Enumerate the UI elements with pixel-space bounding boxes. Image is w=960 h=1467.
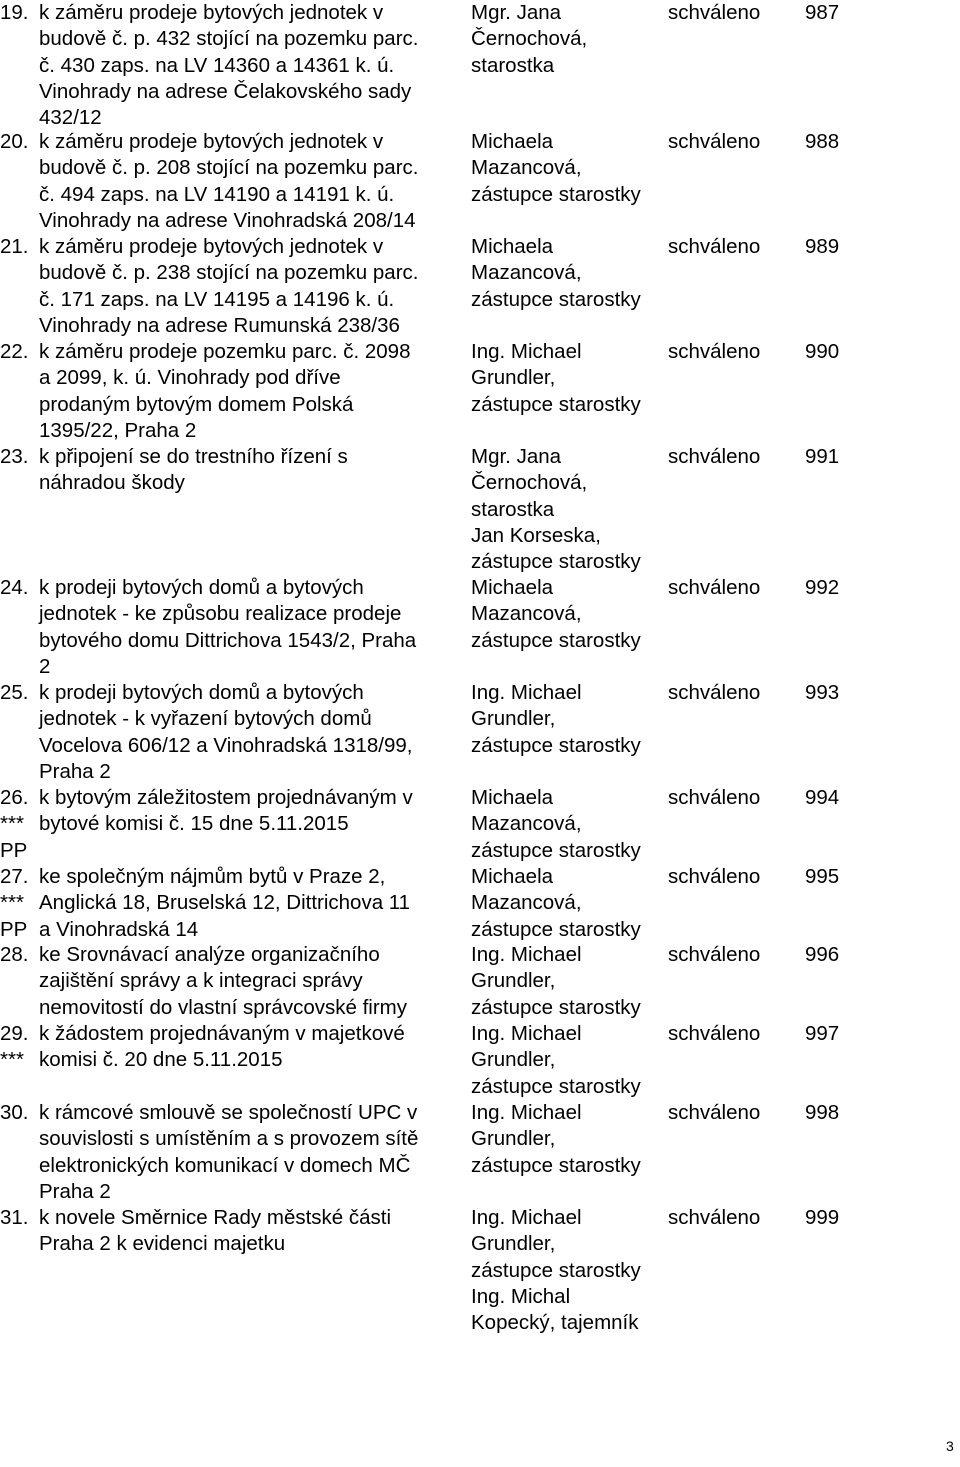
agenda-item-number: 28. [0,943,29,966]
agenda-item-number: 24. [0,576,29,599]
agenda-item-status: schváleno [668,681,761,704]
agenda-item-presenter: Ing. Michael Grundler, zástupce starostky [471,681,641,757]
agenda-item-status: schváleno [668,1101,761,1124]
agenda-item-status: schváleno [668,576,761,599]
agenda-item-subject: ke Srovnávací analýze organizačního zajištění správy a k integraci správy nemovitostí do vlastní správcovské firmy [39,943,407,1019]
agenda-item-status: schváleno [668,130,761,153]
agenda-item-presenter: Ing. Michael Grundler, zástupce starostky [471,943,641,1019]
agenda-item-presenter: Michaela Mazancová, zástupce starostky [471,235,641,311]
agenda-item-number: 21. [0,235,29,258]
agenda-item-subject: k záměru prodeje bytových jednotek v budově č. p. 432 stojící na pozemku parc. č. 430 zaps. na LV 14360 a 14361 k. ú. Vinohrady na adrese Čelakovského sady 432/12 [39,1,419,130]
agenda-item-presenter: Ing. Michael Grundler, zástupce starostky [471,1022,641,1098]
agenda-item-status: schváleno [668,340,761,363]
agenda-item-resolution-number: 991 [805,445,840,468]
agenda-item-presenter: Mgr. Jana Černochová, starostka [471,1,588,77]
agenda-item-number: 29. *** [0,1022,29,1072]
agenda-item-presenter: Michaela Mazancová, zástupce starostky [471,576,641,652]
agenda-item-resolution-number: 994 [805,786,840,809]
agenda-item-status: schváleno [668,1,761,24]
agenda-item-presenter: Mgr. Jana Černochová, starostka Jan Korseska, zástupce starostky [471,445,641,574]
page-number: 3 [946,1438,954,1454]
agenda-item-resolution-number: 999 [805,1206,840,1229]
agenda-item-presenter: Ing. Michael Grundler, zástupce starostky [471,1101,641,1177]
agenda-item-presenter: Michaela Mazancová, zástupce starostky [471,865,641,941]
agenda-item-subject: ke společným nájmům bytů v Praze 2, Anglická 18, Bruselská 12, Dittrichova 11 a Vinohradská 14 [39,865,411,941]
agenda-item-number: 22. [0,340,29,363]
agenda-item-resolution-number: 995 [805,865,840,888]
agenda-item-resolution-number: 989 [805,235,840,258]
agenda-item-status: schváleno [668,1206,761,1229]
agenda-item-number: 23. [0,445,29,468]
agenda-item-number: 26. *** PP [0,786,29,862]
agenda-item-subject: k žádostem projednávaným v majetkové komisi č. 20 dne 5.11.2015 [39,1022,405,1072]
agenda-item-subject: k rámcové smlouvě se společností UPC v souvislosti s umístěním a s provozem sítě elektronických komunikací v domech MČ Praha 2 [39,1101,419,1203]
agenda-item-subject: k bytovým záležitostem projednávaným v bytové komisi č. 15 dne 5.11.2015 [39,786,413,836]
agenda-item-status: schváleno [668,943,761,966]
agenda-item-number: 27. *** PP [0,865,29,941]
agenda-item-status: schváleno [668,1022,761,1045]
agenda-item-resolution-number: 993 [805,681,840,704]
agenda-item-subject: k záměru prodeje bytových jednotek v budově č. p. 238 stojící na pozemku parc. č. 171 zaps. na LV 14195 a 14196 k. ú. Vinohrady na adrese Rumunská 238/36 [39,235,419,337]
agenda-item-subject: k připojení se do trestního řízení s náhradou škody [39,445,348,495]
agenda-item-status: schváleno [668,235,761,258]
agenda-item-resolution-number: 992 [805,576,840,599]
agenda-item-status: schváleno [668,865,761,888]
agenda-item-presenter: Michaela Mazancová, zástupce starostky [471,786,641,862]
agenda-item-number: 31. [0,1206,29,1229]
agenda-item-status: schváleno [668,786,761,809]
agenda-item-presenter: Ing. Michael Grundler, zástupce starostky [471,340,641,416]
agenda-item-resolution-number: 990 [805,340,840,363]
agenda-item-resolution-number: 988 [805,130,840,153]
agenda-item-number: 19. [0,1,29,24]
agenda-item-presenter: Ing. Michael Grundler, zástupce starostky Ing. Michal Kopecký, tajemník [471,1206,641,1335]
agenda-item-number: 20. [0,130,29,153]
agenda-item-resolution-number: 987 [805,1,840,24]
agenda-item-number: 25. [0,681,29,704]
agenda-item-subject: k prodeji bytových domů a bytových jednotek - k vyřazení bytových domů Vocelova 606/12 a Vinohradská 1318/99, Praha 2 [39,681,413,783]
agenda-item-subject: k záměru prodeje bytových jednotek v budově č. p. 208 stojící na pozemku parc. č. 494 zaps. na LV 14190 a 14191 k. ú. Vinohrady na adrese Vinohradská 208/14 [39,130,419,232]
agenda-item-resolution-number: 998 [805,1101,840,1124]
agenda-item-resolution-number: 997 [805,1022,840,1045]
agenda-item-subject: k prodeji bytových domů a bytových jednotek - ke způsobu realizace prodeje bytového domu Dittrichova 1543/2, Praha 2 [39,576,417,678]
agenda-item-status: schváleno [668,445,761,468]
agenda-item-presenter: Michaela Mazancová, zástupce starostky [471,130,641,206]
agenda-item-number: 30. [0,1101,29,1124]
agenda-item-resolution-number: 996 [805,943,840,966]
agenda-item-subject: k záměru prodeje pozemku parc. č. 2098 a 2099, k. ú. Vinohrady pod dříve prodaným bytovým domem Polská 1395/22, Praha 2 [39,340,411,442]
agenda-item-subject: k novele Směrnice Rady městské části Praha 2 k evidenci majetku [39,1206,392,1256]
